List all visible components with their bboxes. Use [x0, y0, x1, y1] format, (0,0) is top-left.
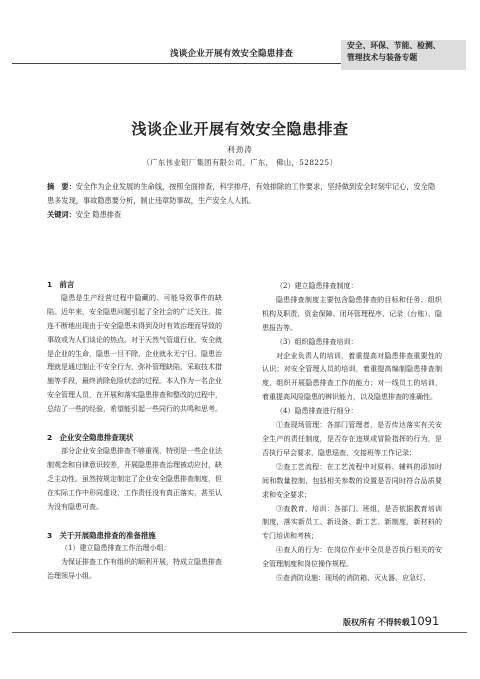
keywords-label: 关键词： [47, 210, 76, 219]
page-number: 1091 [410, 614, 440, 628]
section-2-heading: 2 企业安全隐患排查现状 [47, 433, 134, 443]
left-column [47, 278, 222, 584]
item-2-heading: （2）建立隐患排查制度： [276, 282, 358, 290]
item-2-paragraph: 隐患排查制度主要包含隐患排查的目标和任务、组织机构及职责、资金保障、闭环管理程序、记录（台账）、隐患报告等。 [262, 295, 442, 332]
section-3-heading: 3 关于开展隐患排查的准备措施 [47, 530, 156, 540]
item-3-heading: （3）组织隐患排查培训： [276, 337, 358, 346]
section-2-paragraph: 部分企业安全隐患排查不够重视，特别是一些企业法制观念和自律意识较差，开展隐患排查治理被动应付，缺乏主动性。虽然按规定制定了企业安全隐患排查制度，但在实际工作中形同虚设，工作责任没有真正落实，甚至认为没有隐患可查。 [47, 446, 222, 511]
article-title: 浅谈企业开展有效安全隐患排查 [131, 120, 349, 138]
abstract-text: 安全作为企业发展的生命线，按照全面排查，科学排序，有效排除的工作要求，坚持做到安全时刻牢记心，安全隐患多发现，事故隐患要分析，制止违章防事故，生产安全人人抓。 [47, 182, 436, 205]
footer-divider [12, 632, 467, 633]
header-divider [12, 63, 341, 64]
item-3-paragraph: 对企业负责人的培训，着重提高对隐患排查重要性的认识；对安全管理人员的培训，着重提高编制隐患排查制度、组织开展隐患排查工作的能力；对一线员工的培训，着重提高风险隐患的辨识能力，以及隐患排查的准确性。 [262, 351, 442, 402]
abstract [47, 180, 440, 208]
author: 利劲涛 [227, 145, 253, 154]
copyright-notice: 版权所有 不得转载 [343, 618, 410, 627]
section-badge [341, 40, 466, 70]
right-column [262, 280, 442, 586]
section-1-heading: 1 前言 [47, 280, 75, 289]
section-3-paragraph: 为保证排查工作有组织的顺利开展，特成立隐患排查治理领导小组。 [47, 558, 222, 581]
affiliation: （广东伟业铝厂集团有限公司，广东， 佛山，528225） [142, 158, 338, 167]
section-line-2: 管理技术与装备专题 [347, 53, 418, 62]
section-3-item-1: （1）建立隐患排查工作治理小组： [61, 544, 171, 553]
item-4-sub-3: ③查教育、培训：各部门、班组，是否依据教育培训制度，落实新员工、新设备、新工艺、新制度，新材料的专门培训和考核； [262, 504, 442, 541]
section-1-paragraph: 隐患是生产经营过程中隐藏的、可能导致事件的缺陷。近年来，安全隐患问题引起了全社会的广泛关注，接连不断地出现由于安全隐患未得到及时有效治理而导致的事故或为人们谈论的热点。对于天然气管道行业，安全就是企业的生命，隐患一旦不除，企业就永无宁日。隐患治理就是通过制止不安全行为，弥补管理缺陷，采取技术措施等手段，最终消除危险状态的过程。本人作为一名企业安全管理人员，在开展和落实隐患排查和整改的过程中，总结了一些的经验，希望能引起一些同行的共鸣和思考。 [47, 293, 222, 414]
item-4-heading: （4）隐患排查进行细分： [276, 407, 358, 416]
item-4-sub-5: ⑤查消防设施：现场的消防箱、灭火器、应急灯、 [276, 574, 430, 583]
item-4-sub-4: ④查人的行为：在岗位作业中全员是否执行相关的安全管理制度和岗位操作规程。 [262, 546, 442, 569]
keywords [47, 210, 440, 220]
abstract-label: 摘 要： [47, 182, 76, 191]
keywords-text: 安全 隐患排查 [75, 210, 122, 219]
running-title: 浅谈企业开展有效安全隐患排查 [170, 49, 294, 59]
item-4-sub-2: ②查工艺流程：在工艺流程中对原料、辅料的添加时间和数量控制，包括相关参数的设置是否同时符合品质要求和安全要求； [262, 462, 442, 499]
item-4-sub-1: ①查现场管理：各部门管理者，是否传达落实有关安全生产的责任制度，是否存在违规或冒险指挥的行为，是否执行早会要求，隐患巡查、交接班等工作记录； [262, 421, 442, 457]
section-line-1: 安全、环保、节能、检测、 [347, 41, 441, 50]
